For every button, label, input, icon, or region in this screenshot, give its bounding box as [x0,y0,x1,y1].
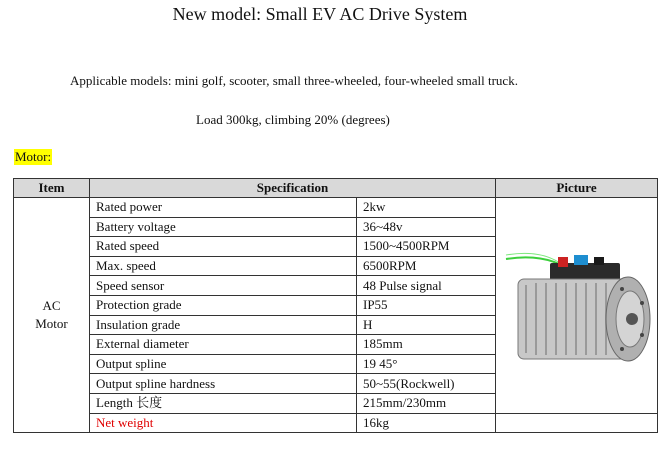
spec-label: Rated power [90,198,357,218]
spec-value: 19 45° [357,354,496,374]
item-line-2: Motor [35,316,68,332]
load-text: Load 300kg, climbing 20% (degrees) [196,112,390,127]
spec-label: Insulation grade [90,315,357,335]
spec-value: 50~55(Rockwell) [357,374,496,394]
table-row [14,413,658,433]
picture-empty-cell [496,413,658,433]
header-item: Item [14,179,90,198]
header-picture: Picture [496,179,658,198]
spec-label: Speed sensor [90,276,357,296]
page-title: New model: Small EV AC Drive System [172,4,468,24]
table-row [14,198,658,218]
spec-value: 215mm/230mm [357,393,496,413]
applicable-models-text: Applicable models: mini golf, scooter, small three-wheeled, four-wheeled small truck. [70,73,518,88]
spec-label: Protection grade [90,295,357,315]
item-cell [14,198,90,433]
spec-value: 6500RPM [357,256,496,276]
motor-image [502,215,658,395]
spec-value: 1500~4500RPM [357,237,496,257]
picture-cell [496,198,658,414]
spec-value: H [357,315,496,335]
table-header-row [14,179,658,198]
spec-value: 16kg [357,413,496,433]
header-specification: Specification [90,179,496,198]
spec-value: 2kw [357,198,496,218]
spec-value: 185mm [357,335,496,355]
spec-value: 48 Pulse signal [357,276,496,296]
spec-value: IP55 [357,295,496,315]
spec-label: Battery voltage [90,217,357,237]
section-label-motor: Motor: [15,149,52,164]
spec-label: External diameter [90,335,357,355]
spec-label: Max. speed [90,256,357,276]
spec-label-net-weight: Net weight [90,413,357,433]
spec-label: Rated speed [90,237,357,257]
spec-value: 36~48v [357,217,496,237]
spec-label: Output spline [90,354,357,374]
spec-table [13,178,658,433]
spec-label: Length 长度 [90,393,357,413]
item-line-1: AC [42,298,61,314]
spec-label: Output spline hardness [90,374,357,394]
